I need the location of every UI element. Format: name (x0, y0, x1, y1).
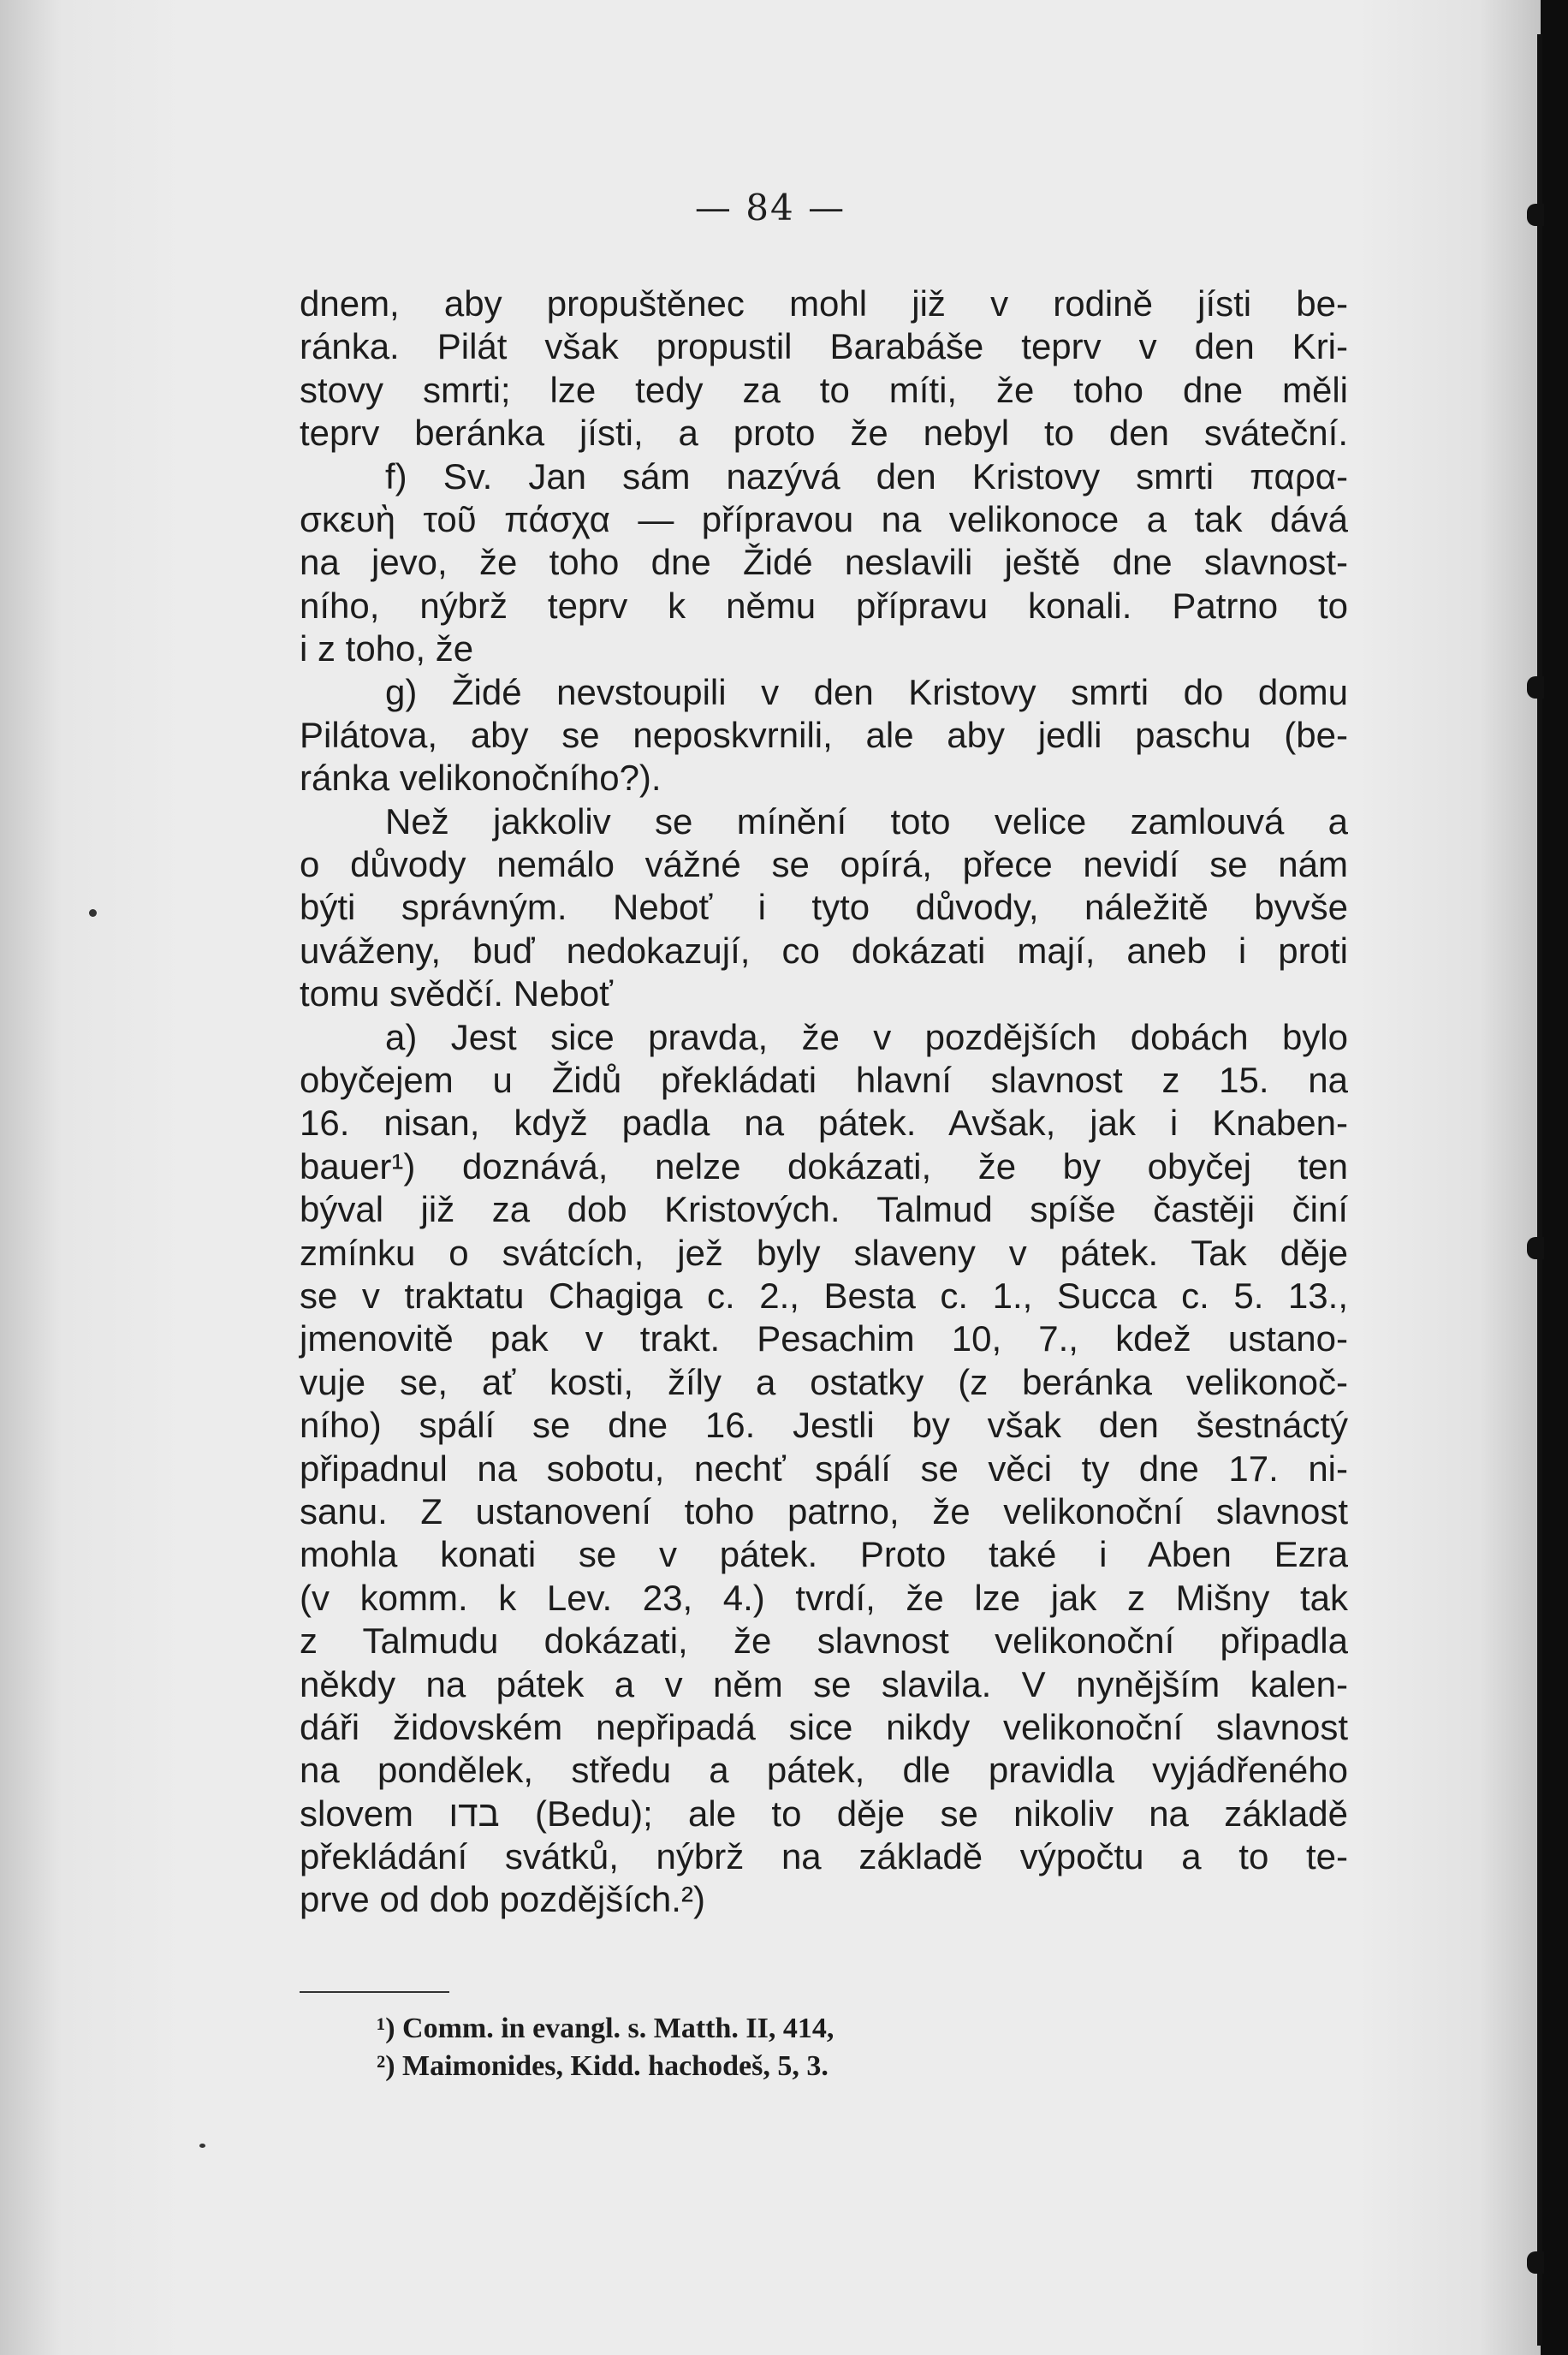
text-line: dáři židovském nepřipadá sice nikdy velikonoční slavnost (300, 1706, 1348, 1747)
text-line: z Talmudu dokázati, že slavnost velikonoční připadla (300, 1621, 1348, 1662)
footnotes (377, 2010, 1147, 2085)
text-line: jmenovitě pak v trakt. Pesachim 10, 7., kdež ustano- (300, 1318, 1348, 1359)
margin-speck (199, 2144, 205, 2148)
text-line: 16. nisan, když padla na pátek. Avšak, jak i Knaben- (300, 1103, 1348, 1144)
text-line: uváženy, buď nedokazují, co dokázati mají, aneb i proti (300, 930, 1348, 971)
text-line: a) Jest sice pravda, že v pozdějších dobách bylo (385, 1016, 1348, 1057)
edge-tab (1527, 676, 1544, 699)
edge-tab (1527, 2251, 1544, 2274)
text-line: ního) spálí se dne 16. Jestli by však den šestnáctý (300, 1405, 1348, 1446)
text-line: i z toho, že (300, 628, 474, 669)
text-line: tomu svědčí. Neboť (300, 973, 613, 1014)
text-line: g) Židé nevstoupili v den Kristovy smrti do domu (385, 671, 1348, 712)
page-edge-line (1537, 34, 1542, 2346)
text-line: ránka. Pilát však propustil Barabáše teprv v den Kri- (300, 326, 1348, 367)
text-line: se v traktatu Chagiga c. 2., Besta c. 1., Succa c. 5. 13., (300, 1275, 1348, 1316)
text-line: na jevo, že toho dne Židé neslavili ještě dne slavnost- (300, 542, 1348, 583)
text-line: σκευὴ τοῦ πάσχα — přípravou na velikonoce a tak dává (300, 498, 1348, 539)
text-line: Pilátova, aby se neposkvrnili, ale aby jedli paschu (be- (300, 714, 1348, 755)
margin-speck (89, 909, 97, 917)
text-line: o důvody nemálo vážné se opírá, přece nevidí se nám (300, 844, 1348, 885)
page-edge-shadow (1541, 0, 1568, 2355)
text-line: býti správným. Neboť i tyto důvody, náležitě byvše (300, 887, 1348, 928)
footnote-2: ²) Maimonides, Kidd. hachodeš, 5, 3. (377, 2050, 829, 2082)
text-line: ránka velikonočního?). (300, 758, 662, 799)
text-line: obyčejem u Židů překládati hlavní slavnost z 15. na (300, 1060, 1348, 1101)
text-line: vuje se, ať kosti, žíly a ostatky (z beránka velikonoč- (300, 1361, 1348, 1402)
text-line: připadnul na sobotu, nechť spálí se věci ty dne 17. ni- (300, 1448, 1348, 1489)
text-line: Než jakkoliv se mínění toto velice zamlouvá a (385, 800, 1348, 841)
footnote-divider (300, 1991, 449, 1993)
text-line: někdy na pátek a v něm se slavila. V nynějším kalen- (300, 1663, 1348, 1704)
body-text (300, 282, 1348, 1922)
text-line: prve od dob pozdějších.²) (300, 1879, 705, 1920)
footnote-1: ¹) Comm. in evangl. s. Matth. II, 414, (377, 2013, 834, 2044)
text-line: slovem בדו (Bedu); ale to děje se nikoliv na základě (300, 1793, 1348, 1834)
edge-tab (1527, 204, 1544, 226)
text-line: stovy smrti; lze tedy za to míti, že toho dne měli (300, 369, 1348, 410)
text-line: ního, nýbrž teprv k němu přípravu konali. Patrno to (300, 585, 1348, 626)
text-line: dnem, aby propuštěnec mohl již v rodině jísti be- (300, 283, 1348, 324)
text-line: zmínku o svátcích, jež byly slaveny v pátek. Tak děje (300, 1232, 1348, 1273)
text-line: mohla konati se v pátek. Proto také i Aben Ezra (300, 1534, 1348, 1575)
text-line: bauer¹) doznává, nelze dokázati, že by obyčej ten (300, 1145, 1348, 1186)
text-line: f) Sv. Jan sám nazývá den Kristovy smrti παρα- (385, 455, 1348, 497)
text-line: býval již za dob Kristových. Talmud spíše častěji činí (300, 1189, 1348, 1230)
text-line: (v komm. k Lev. 23, 4.) tvrdí, že lze jak z Mišny tak (300, 1577, 1348, 1618)
edge-tab (1527, 1237, 1544, 1259)
text-line: překládání svátků, nýbrž na základě výpočtu a to te- (300, 1836, 1348, 1877)
text-line: sanu. Z ustanovení toho patrno, že velikonoční slavnost (300, 1490, 1348, 1531)
text-line: teprv beránka jísti, a proto že nebyl to den sváteční. (300, 413, 1348, 454)
page-number: — 84 — (694, 187, 846, 229)
text-line: na pondělek, středu a pátek, dle pravidla vyjádřeného (300, 1750, 1348, 1791)
